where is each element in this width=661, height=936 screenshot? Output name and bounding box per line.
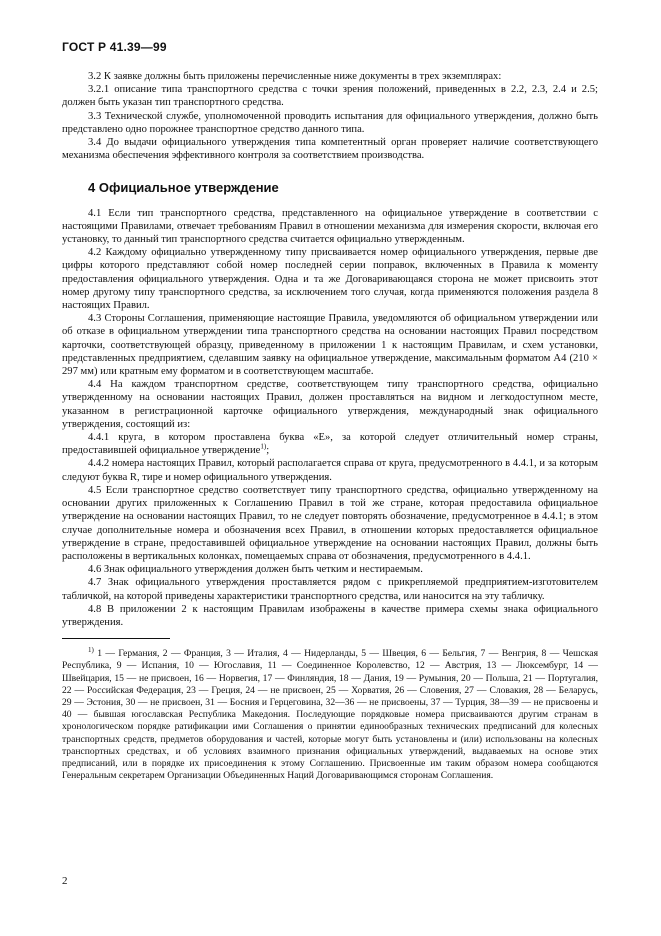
paragraph-4-7: 4.7 Знак официального утверждения проставляется рядом с прикрепляемой предприятием-изготовителем табличкой, на которой приведены характеристики транспортного средства, или наносится на эту табличку. [62,577,598,602]
paragraph-4-4-1 [62,431,598,457]
paragraph-4-4-2: 4.4.2 номера настоящих Правил, который располагается справа от круга, предусмотренного в 4.4.1, и за которым следуют буква R, тире и номер официального утверждения. [62,458,598,483]
footnote-separator [62,638,170,639]
section-heading: 4 Официальное утверждение [88,180,279,196]
paragraph-4-5: 4.5 Если транспортное средство соответствует типу транспортного средства, официально утвержденному на основании других приложенных к Соглашению Правил в той же стране, которая предоставила официальное утверждение на основании настоящих Правил, то не следует повторять обозначение, предусмотренное в 4.4.1; в этом случае дополнительные номера и обозначения всех Правил, в отношении которых предоставляется официальное утверждение в стране, предоставившей официальное утверждение на основании настоящих Правил, должны быть расположены в вертикальных колонках, помещаемых справа от обозначения, предусмотренного в 4.4.1. [62,484,598,562]
page-number: 2 [62,875,68,887]
paragraph-4-4-1-text: 4.4.1 круга, в котором проставлена буква «Е», за которой следует отличительный номер страны, предоставившей официальное утверждение [62,432,598,457]
paragraph-4-4-1-end: ; [266,445,270,457]
footnote [62,645,598,782]
paragraph-3-4: 3.4 До выдачи официального утверждения типа компетентный орган проверяет наличие соответствующего механизма обеспечения эффективного контроля за соответствием производства. [62,137,598,162]
footnote-text: 1 — Германия, 2 — Франция, 3 — Италия, 4 — Нидерланды, 5 — Швеция, 6 — Бельгия, 7 — Венгрия, 8 — Чешская Республика, 9 — Испания, 10 — Югославия, 11 — Соединенное Королевство, 12 — Австрия, 13 — Люксембург, 14 — Швейцария, 15 — не присвоен, 16 — Норвегия, 17 — Финляндия, 18 — Дания, 19 — Румыния, 20 — Польша, 21 — Португалия, 22 — Российская Федерация, 23 — Греция, 24 — не присвоен, 25 — Хорватия, 26 — Словения, 27 — Словакия, 28 — Беларусь, 29 — Эстония, 30 — не присвоен, 31 — Босния и Герцеговина, 32—36 — не присвоены, 37 — Турция, 38—39 — не присвоены и 40 — бывшая югославская Республика Македония. Последующие порядковые номера присваиваются другим странам в хронологическом порядке ратификации ими Соглашения о принятии единообразных технических предписаний для колесных транспортных средств, предметов оборудования и частей, которые могут быть установлены и (или) использованы на колесных транспортных средствах, и об условиях взаимного признания официальных утверждений, выдаваемых на основе этих предписаний, или в порядке их присоединения к этому Соглашению. Присвоенные им таким образом номера сообщаются Генеральным секретарем Организации Объединенных Наций Договаривающимся сторонам Соглашения. [62,648,598,782]
paragraph-4-4: 4.4 На каждом транспортном средстве, соответствующем типу транспортного средства, официально утвержденному на основании настоящих Правил, должен проставляться на видном и легкодоступном месте, указанном в регистрационной карточке официального утверждения, международный знак официального утверждения, состоящий из: [62,379,598,430]
document-header: ГОСТ Р 41.39—99 [62,40,167,54]
paragraph-3-3: 3.3 Технической службе, уполномоченной проводить испытания для официального утверждения, должно быть представлено одно порожнее транспортное средство данного типа. [62,110,598,135]
footnote-marker: 1) [88,645,94,654]
paragraph-4-1: 4.1 Если тип транспортного средства, представленного на официальное утверждение в соответствии с настоящими Правилами, отвечает требованиям Правил в отношении механизма для измерения скорости, включая его установку, то данный тип транспортного средства считается официально утвержденным. [62,207,598,246]
paragraph-4-8: 4.8 В приложении 2 к настоящим Правилам изображены в качестве примера схемы знака официального утверждения. [62,603,598,628]
paragraph-3-2-1: 3.2.1 описание типа транспортного средства с точки зрения положений, приведенных в 2.2, 2.3, 2.4 и 2.5; должен быть указан тип транспортного средства. [62,84,598,109]
footnote-reference: 1) [260,442,267,451]
paragraph-4-6: 4.6 Знак официального утверждения должен быть четким и нестираемым. [88,564,423,576]
paragraph-3-2: 3.2 К заявке должны быть приложены перечисленные ниже документы в трех экземплярах: [88,71,502,82]
paragraph-4-2: 4.2 Каждому официально утвержденному типу присваивается номер официального утверждения, первые две цифры которого представляют собой номер последней серии поправок, включенных в Правила к моменту предоставления официального утверждения. Одна и та же Договаривающаяся сторона не может присвоить этот номер другому типу транспортного средства, за исключением того случая, когда применяются положения раздела 8 настоящих Правил. [62,247,598,312]
paragraph-4-3: 4.3 Стороны Соглашения, применяющие настоящие Правила, уведомляются об официальном утверждении или об отказе в официальном утверждении типа транспортного средства на основании настоящих Правил посредством карточки, соответствующей образцу, приведенному в приложении 1 к настоящим Правилам, и схем установки, представленных предприятием, сделавшим заявку на официальное утверждение, максимальным форматом А4 (210 × 297 мм) или кратным ему форматом и в соответствующем масштабе. [62,313,598,378]
document-body [62,70,598,782]
